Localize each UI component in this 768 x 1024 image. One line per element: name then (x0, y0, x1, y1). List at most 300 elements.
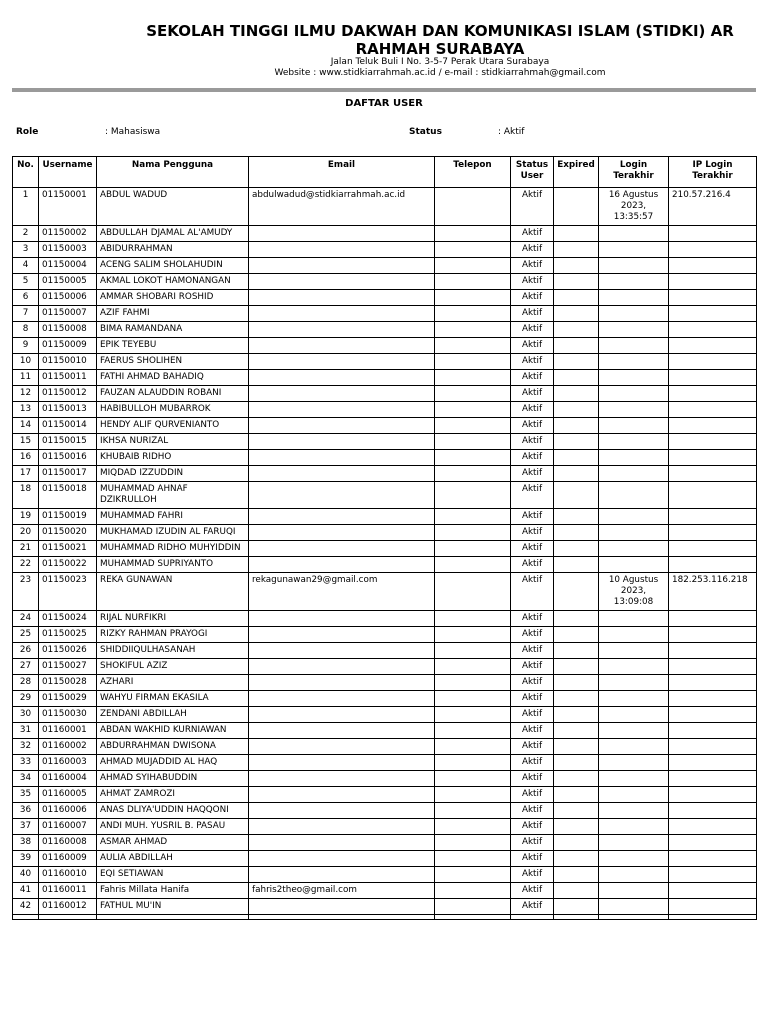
cell-no: 15 (13, 434, 39, 450)
cell-name: ANDI MUH. YUSRIL B. PASAU (97, 819, 249, 835)
cell-ip (669, 306, 757, 322)
col-header-status: Status User (511, 157, 554, 188)
cell-ip (669, 509, 757, 525)
cell-no: 12 (13, 386, 39, 402)
cell-username: 01150010 (39, 354, 97, 370)
cell-name (97, 915, 249, 920)
cell-status: Aktif (511, 290, 554, 306)
status-label: Status (409, 127, 442, 137)
cell-expired (554, 226, 599, 242)
cell-name: ABDULLAH DJAMAL AL'AMUDY (97, 226, 249, 242)
cell-email (249, 851, 435, 867)
cell-status: Aktif (511, 723, 554, 739)
cell-status: Aktif (511, 803, 554, 819)
cell-ip (669, 707, 757, 723)
table-row (13, 242, 757, 258)
cell-ip (669, 787, 757, 803)
cell-telepon (435, 541, 511, 557)
cell-username: 01150009 (39, 338, 97, 354)
cell-ip (669, 434, 757, 450)
cell-username: 01150020 (39, 525, 97, 541)
cell-expired (554, 739, 599, 755)
cell-name: FAERUS SHOLIHEN (97, 354, 249, 370)
cell-login (599, 883, 669, 899)
cell-telepon (435, 274, 511, 290)
cell-ip (669, 418, 757, 434)
cell-status: Aktif (511, 188, 554, 226)
cell-ip: 182.253.116.218 (669, 573, 757, 611)
cell-email (249, 450, 435, 466)
cell-username: 01150030 (39, 707, 97, 723)
cell-telepon (435, 450, 511, 466)
table-row (13, 707, 757, 723)
col-header-no: No. (13, 157, 39, 188)
cell-login (599, 354, 669, 370)
cell-telepon (435, 466, 511, 482)
cell-login (599, 803, 669, 819)
cell-no: 1 (13, 188, 39, 226)
cell-login (599, 525, 669, 541)
table-row (13, 525, 757, 541)
cell-no: 28 (13, 675, 39, 691)
cell-email (249, 386, 435, 402)
cell-name: ZENDANI ABDILLAH (97, 707, 249, 723)
cell-email (249, 707, 435, 723)
cell-login (599, 226, 669, 242)
cell-username: 01150008 (39, 322, 97, 338)
cell-login (599, 611, 669, 627)
cell-telepon (435, 322, 511, 338)
cell-login (599, 322, 669, 338)
cell-telepon (435, 386, 511, 402)
cell-username: 01160004 (39, 771, 97, 787)
cell-name: RIZKY RAHMAN PRAYOGI (97, 627, 249, 643)
cell-name: AHMAT ZAMROZI (97, 787, 249, 803)
cell-username: 01160007 (39, 819, 97, 835)
cell-name: SHIDDIIQULHASANAH (97, 643, 249, 659)
cell-status: Aktif (511, 611, 554, 627)
cell-email (249, 819, 435, 835)
cell-email (249, 899, 435, 915)
cell-login (599, 557, 669, 573)
cell-telepon (435, 803, 511, 819)
cell-login (599, 771, 669, 787)
cell-ip (669, 899, 757, 915)
cell-name: AZIF FAHMI (97, 306, 249, 322)
cell-expired (554, 466, 599, 482)
cell-no (13, 915, 39, 920)
cell-expired (554, 509, 599, 525)
cell-status: Aktif (511, 509, 554, 525)
cell-email (249, 691, 435, 707)
cell-username: 01150013 (39, 402, 97, 418)
cell-no: 11 (13, 370, 39, 386)
cell-ip (669, 258, 757, 274)
table-row (13, 466, 757, 482)
cell-no: 20 (13, 525, 39, 541)
cell-username: 01150025 (39, 627, 97, 643)
cell-name: AMMAR SHOBARI ROSHID (97, 290, 249, 306)
cell-status: Aktif (511, 274, 554, 290)
cell-username: 01150014 (39, 418, 97, 434)
cell-ip: 210.57.216.4 (669, 188, 757, 226)
cell-login (599, 258, 669, 274)
cell-no: 23 (13, 573, 39, 611)
cell-email (249, 418, 435, 434)
cell-no: 14 (13, 418, 39, 434)
cell-ip (669, 627, 757, 643)
cell-name: WAHYU FIRMAN EKASILA (97, 691, 249, 707)
institution-title: SEKOLAH TINGGI ILMU DAKWAH DAN KOMUNIKASI ISLAM (STIDKI) AR RAHMAH SURABAYA (146, 22, 734, 58)
table-row (13, 258, 757, 274)
cell-telepon (435, 835, 511, 851)
cell-status: Aktif (511, 899, 554, 915)
cell-ip (669, 675, 757, 691)
cell-username: 01150027 (39, 659, 97, 675)
table-row (13, 557, 757, 573)
cell-login (599, 370, 669, 386)
cell-email (249, 867, 435, 883)
cell-login (599, 450, 669, 466)
cell-no: 29 (13, 691, 39, 707)
cell-expired (554, 525, 599, 541)
cell-name: AKMAL LOKOT HAMONANGAN (97, 274, 249, 290)
table-row (13, 290, 757, 306)
cell-login (599, 851, 669, 867)
cell-username: 01160009 (39, 851, 97, 867)
cell-ip (669, 541, 757, 557)
cell-ip (669, 755, 757, 771)
cell-telepon (435, 643, 511, 659)
cell-username: 01150028 (39, 675, 97, 691)
cell-telepon (435, 883, 511, 899)
cell-username: 01160006 (39, 803, 97, 819)
cell-telepon (435, 290, 511, 306)
cell-name: ANAS DLIYA'UDDIN HAQQONI (97, 803, 249, 819)
cell-username: 01150022 (39, 557, 97, 573)
cell-email (249, 541, 435, 557)
cell-expired (554, 258, 599, 274)
cell-telepon (435, 915, 511, 920)
cell-status: Aktif (511, 883, 554, 899)
table-row (13, 354, 757, 370)
cell-login (599, 290, 669, 306)
table-row (13, 691, 757, 707)
cell-expired (554, 450, 599, 466)
status-value: : Aktif (498, 127, 525, 137)
cell-status: Aktif (511, 851, 554, 867)
cell-telepon (435, 354, 511, 370)
cell-status: Aktif (511, 525, 554, 541)
cell-no: 19 (13, 509, 39, 525)
cell-no: 25 (13, 627, 39, 643)
table-row (13, 915, 757, 920)
col-header-ip: IP Login Terakhir (669, 157, 757, 188)
cell-email: abdulwadud@stidkiarrahmah.ac.id (249, 188, 435, 226)
cell-no: 17 (13, 466, 39, 482)
cell-expired (554, 338, 599, 354)
cell-login (599, 466, 669, 482)
cell-telepon (435, 573, 511, 611)
cell-no: 10 (13, 354, 39, 370)
cell-username: 01150012 (39, 386, 97, 402)
cell-username: 01160002 (39, 739, 97, 755)
cell-status: Aktif (511, 450, 554, 466)
cell-ip (669, 370, 757, 386)
cell-name: AHMAD MUJADDID AL HAQ (97, 755, 249, 771)
cell-expired (554, 482, 599, 509)
cell-no: 18 (13, 482, 39, 509)
cell-no: 5 (13, 274, 39, 290)
cell-username: 01160012 (39, 899, 97, 915)
cell-no: 40 (13, 867, 39, 883)
cell-login (599, 819, 669, 835)
cell-ip (669, 723, 757, 739)
table-row (13, 675, 757, 691)
cell-login (599, 659, 669, 675)
table-row (13, 541, 757, 557)
cell-ip (669, 691, 757, 707)
cell-no: 31 (13, 723, 39, 739)
cell-name: ABIDURRAHMAN (97, 242, 249, 258)
cell-no: 2 (13, 226, 39, 242)
cell-email (249, 258, 435, 274)
cell-telepon (435, 739, 511, 755)
cell-no: 41 (13, 883, 39, 899)
table-row (13, 659, 757, 675)
cell-expired (554, 386, 599, 402)
cell-login (599, 755, 669, 771)
cell-no: 8 (13, 322, 39, 338)
cell-status: Aktif (511, 226, 554, 242)
cell-telepon (435, 627, 511, 643)
cell-status (511, 915, 554, 920)
cell-email (249, 290, 435, 306)
cell-username: 01150026 (39, 643, 97, 659)
cell-ip (669, 466, 757, 482)
cell-ip (669, 242, 757, 258)
cell-expired (554, 691, 599, 707)
cell-status: Aktif (511, 755, 554, 771)
cell-no: 4 (13, 258, 39, 274)
cell-name: ABDUL WADUD (97, 188, 249, 226)
cell-status: Aktif (511, 573, 554, 611)
col-header-username: Username (39, 157, 97, 188)
cell-expired (554, 867, 599, 883)
col-header-login: Login Terakhir (599, 157, 669, 188)
cell-username: 01160011 (39, 883, 97, 899)
cell-status: Aktif (511, 434, 554, 450)
cell-telepon (435, 258, 511, 274)
cell-name: FATHI AHMAD BAHADIQ (97, 370, 249, 386)
cell-email (249, 466, 435, 482)
cell-status: Aktif (511, 242, 554, 258)
institution-contact: Website : www.stidkiarrahmah.ac.id / e-mail : stidkiarrahmah@gmail.com (274, 68, 606, 78)
cell-status: Aktif (511, 482, 554, 509)
cell-ip (669, 611, 757, 627)
cell-no: 32 (13, 739, 39, 755)
cell-login (599, 274, 669, 290)
cell-expired (554, 803, 599, 819)
cell-telepon (435, 338, 511, 354)
cell-username: 01160003 (39, 755, 97, 771)
table-row (13, 723, 757, 739)
cell-no: 9 (13, 338, 39, 354)
cell-telepon (435, 418, 511, 434)
role-label: Role (16, 127, 39, 137)
cell-email (249, 306, 435, 322)
cell-login (599, 867, 669, 883)
cell-expired (554, 643, 599, 659)
cell-email (249, 627, 435, 643)
cell-expired (554, 402, 599, 418)
cell-login (599, 835, 669, 851)
cell-email (249, 755, 435, 771)
cell-no: 36 (13, 803, 39, 819)
cell-status: Aktif (511, 466, 554, 482)
cell-name: MUHAMMAD AHNAF DZIKRULLOH (97, 482, 249, 509)
cell-email (249, 611, 435, 627)
cell-username: 01150001 (39, 188, 97, 226)
cell-status: Aktif (511, 322, 554, 338)
cell-email (249, 322, 435, 338)
cell-telepon (435, 723, 511, 739)
table-row (13, 771, 757, 787)
cell-email (249, 509, 435, 525)
cell-name: ABDAN WAKHID KURNIAWAN (97, 723, 249, 739)
cell-username: 01150004 (39, 258, 97, 274)
table-row (13, 482, 757, 509)
cell-telepon (435, 611, 511, 627)
cell-email (249, 482, 435, 509)
cell-expired (554, 242, 599, 258)
cell-login (599, 691, 669, 707)
cell-login (599, 242, 669, 258)
cell-ip (669, 525, 757, 541)
table-row (13, 450, 757, 466)
cell-no: 26 (13, 643, 39, 659)
cell-no: 27 (13, 659, 39, 675)
table-row (13, 418, 757, 434)
cell-login (599, 509, 669, 525)
table-row (13, 899, 757, 915)
cell-expired (554, 787, 599, 803)
cell-status: Aktif (511, 370, 554, 386)
cell-name: MUKHAMAD IZUDIN AL FARUQI (97, 525, 249, 541)
cell-name: ASMAR AHMAD (97, 835, 249, 851)
cell-name: BIMA RAMANDANA (97, 322, 249, 338)
cell-email (249, 274, 435, 290)
cell-name: AZHARI (97, 675, 249, 691)
cell-expired (554, 370, 599, 386)
cell-status: Aktif (511, 819, 554, 835)
cell-username: 01160010 (39, 867, 97, 883)
cell-name: AULIA ABDILLAH (97, 851, 249, 867)
cell-expired (554, 723, 599, 739)
col-header-expired: Expired (554, 157, 599, 188)
table-row (13, 611, 757, 627)
cell-no: 34 (13, 771, 39, 787)
cell-status: Aktif (511, 557, 554, 573)
cell-email: rekagunawan29@gmail.com (249, 573, 435, 611)
cell-username: 01150003 (39, 242, 97, 258)
cell-no: 38 (13, 835, 39, 851)
cell-ip (669, 226, 757, 242)
cell-name: ACENG SALIM SHOLAHUDIN (97, 258, 249, 274)
cell-ip (669, 290, 757, 306)
cell-name: EQI SETIAWAN (97, 867, 249, 883)
cell-status: Aktif (511, 418, 554, 434)
cell-telepon (435, 525, 511, 541)
cell-email (249, 835, 435, 851)
table-row (13, 402, 757, 418)
institution-address: Jalan Teluk Buli I No. 3-5-7 Perak Utara Surabaya (330, 57, 550, 67)
cell-username: 01150006 (39, 290, 97, 306)
col-header-telepon: Telepon (435, 157, 511, 188)
cell-status: Aktif (511, 691, 554, 707)
cell-username: 01150011 (39, 370, 97, 386)
cell-no: 30 (13, 707, 39, 723)
cell-telepon (435, 899, 511, 915)
table-row (13, 226, 757, 242)
table-row (13, 509, 757, 525)
cell-login (599, 643, 669, 659)
cell-ip (669, 643, 757, 659)
cell-expired (554, 573, 599, 611)
cell-name: MUHAMMAD SUPRIYANTO (97, 557, 249, 573)
cell-email (249, 675, 435, 691)
cell-ip (669, 482, 757, 509)
cell-no: 16 (13, 450, 39, 466)
cell-ip (669, 883, 757, 899)
table-row (13, 755, 757, 771)
cell-email (249, 787, 435, 803)
cell-login (599, 627, 669, 643)
cell-login: 10 Agustus 2023, 13:09:08 (599, 573, 669, 611)
cell-ip (669, 322, 757, 338)
cell-username: 01150024 (39, 611, 97, 627)
cell-expired (554, 290, 599, 306)
cell-login: 16 Agustus 2023, 13:35:57 (599, 188, 669, 226)
cell-login (599, 739, 669, 755)
cell-expired (554, 627, 599, 643)
cell-telepon (435, 771, 511, 787)
cell-email (249, 242, 435, 258)
table-row (13, 883, 757, 899)
cell-status: Aktif (511, 354, 554, 370)
cell-expired (554, 611, 599, 627)
cell-username: 01160005 (39, 787, 97, 803)
cell-email (249, 643, 435, 659)
cell-username: 01150002 (39, 226, 97, 242)
cell-email (249, 525, 435, 541)
cell-email (249, 739, 435, 755)
cell-expired (554, 755, 599, 771)
cell-username: 01150029 (39, 691, 97, 707)
cell-status: Aktif (511, 338, 554, 354)
cell-telepon (435, 226, 511, 242)
cell-status: Aktif (511, 386, 554, 402)
cell-telepon (435, 482, 511, 509)
cell-telepon (435, 242, 511, 258)
cell-expired (554, 835, 599, 851)
table-row (13, 188, 757, 226)
cell-no: 22 (13, 557, 39, 573)
cell-no: 21 (13, 541, 39, 557)
cell-no: 42 (13, 899, 39, 915)
cell-name: MUHAMMAD FAHRI (97, 509, 249, 525)
table-header-row (13, 157, 757, 188)
